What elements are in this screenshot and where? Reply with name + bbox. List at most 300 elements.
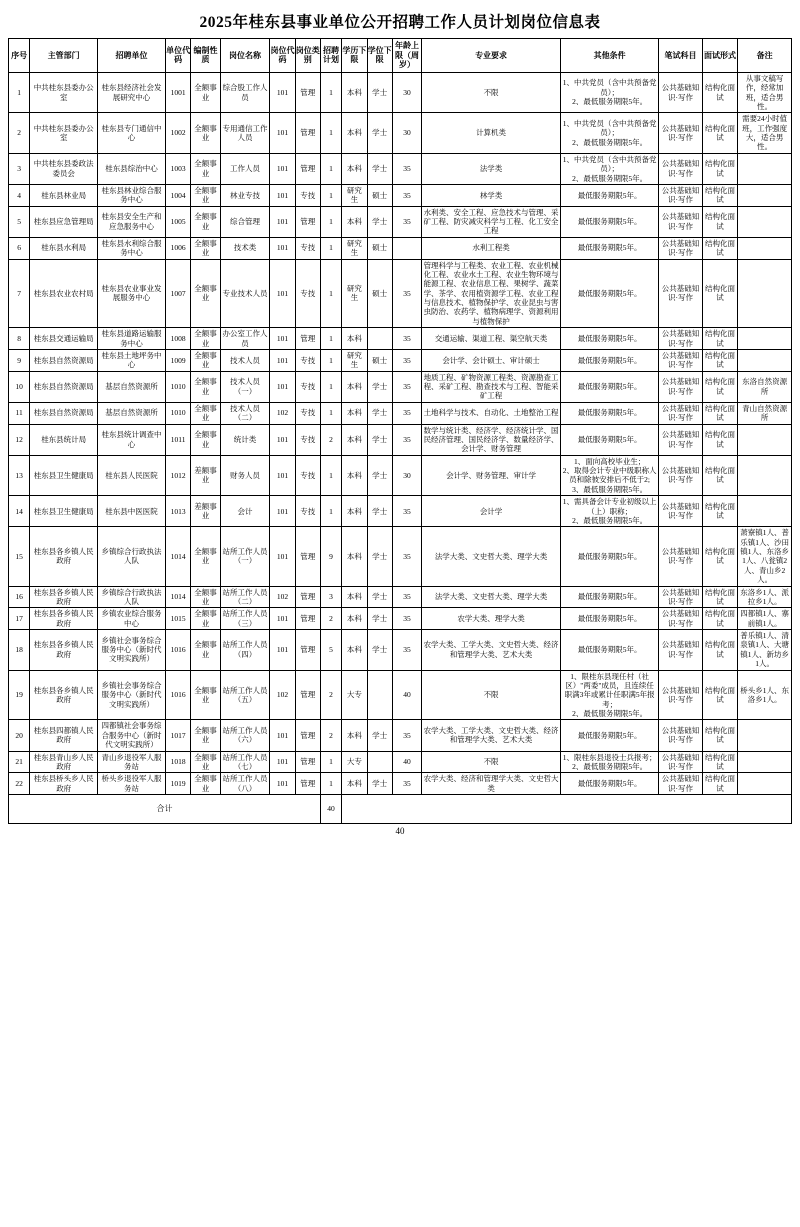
cell-post-code: 101: [270, 455, 295, 496]
cell-edu: 本科: [342, 328, 367, 350]
cell-degree: 学士: [367, 608, 392, 630]
cell-post-name: 站所工作人员（六）: [220, 720, 270, 751]
cell-remark: [738, 349, 792, 371]
cell-remark: 桥头乡1人、东洛乡1人。: [738, 670, 792, 720]
cell-bianzhi: 全额事业: [191, 371, 220, 402]
cell-degree: 学士: [367, 586, 392, 608]
cell-post-code: 101: [270, 630, 295, 671]
cell-remark: 东洛乡1人、派拉乡1人。: [738, 586, 792, 608]
cell-unit: 桂东县综治中心: [98, 153, 166, 184]
cell-bianzhi: 全额事业: [191, 773, 220, 795]
table-row: [9, 608, 792, 630]
cell-edu: 本科: [342, 630, 367, 671]
cell-exam: 公共基础知识·写作: [659, 773, 703, 795]
cell-exam: 公共基础知识·写作: [659, 608, 703, 630]
cell-unit-code: 1006: [165, 237, 190, 259]
total-plan: 40: [320, 795, 341, 824]
cell-post-name: 站所工作人员（二）: [220, 586, 270, 608]
cell-other: 1、需具备会计专业初级以上（上）职称； 2、最低服务期限5年。: [560, 496, 658, 527]
cell-post-name: 工作人员: [220, 153, 270, 184]
table-row: [9, 402, 792, 424]
cell-post-type: 管理: [295, 72, 320, 113]
cell-other: 最低服务期限5年。: [560, 349, 658, 371]
cell-dept: 桂东县卫生健康局: [30, 455, 98, 496]
cell-degree: 硕士: [367, 237, 392, 259]
cell-dept: 桂东县农业农村局: [30, 259, 98, 328]
cell-edu: 本科: [342, 496, 367, 527]
cell-seq: 6: [9, 237, 30, 259]
cell-interview: 结构化面试: [702, 371, 737, 402]
cell-unit: 桂东县人民医院: [98, 455, 166, 496]
cell-post-name: 站所工作人员（三）: [220, 608, 270, 630]
cell-other: 1、中共党员（含中共预备党员）； 2、最低服务期限5年。: [560, 113, 658, 154]
cell-seq: 12: [9, 424, 30, 455]
cell-post-code: 101: [270, 773, 295, 795]
cell-post-type: 管理: [295, 527, 320, 586]
cell-post-type: 专技: [295, 184, 320, 206]
cell-seq: 13: [9, 455, 30, 496]
cell-post-name: 财务人员: [220, 455, 270, 496]
cell-post-type: 管理: [295, 206, 320, 237]
cell-unit: 桂东县专门通信中心: [98, 113, 166, 154]
cell-age: 40: [392, 670, 421, 720]
cell-seq: 8: [9, 328, 30, 350]
cell-post-name: 站所工作人员（七）: [220, 751, 270, 773]
cell-edu: 大专: [342, 670, 367, 720]
cell-post-type: 管理: [295, 328, 320, 350]
header-bianzhi: 编制性质: [191, 39, 220, 73]
cell-post-type: 专技: [295, 424, 320, 455]
cell-exam: 公共基础知识·写作: [659, 259, 703, 328]
cell-major: 会计学、会计硕士、审计硕士: [422, 349, 561, 371]
cell-age: 35: [392, 608, 421, 630]
cell-degree: [367, 328, 392, 350]
cell-remark: [738, 206, 792, 237]
cell-exam: 公共基础知识·写作: [659, 206, 703, 237]
cell-unit: 桂东县农业事业发展服务中心: [98, 259, 166, 328]
cell-remark: 从事文稿写作，经常加班，适合男性。: [738, 72, 792, 113]
cell-dept: 桂东县自然资源局: [30, 371, 98, 402]
cell-major: 计算机类: [422, 113, 561, 154]
cell-other: 最低服务期限5年。: [560, 328, 658, 350]
cell-post-type: 管理: [295, 586, 320, 608]
cell-seq: 21: [9, 751, 30, 773]
cell-age: 35: [392, 496, 421, 527]
cell-age: 35: [392, 424, 421, 455]
cell-post-code: 101: [270, 113, 295, 154]
cell-dept: 桂东县卫生健康局: [30, 496, 98, 527]
cell-unit-code: 1003: [165, 153, 190, 184]
cell-post-code: 102: [270, 402, 295, 424]
cell-unit: 乡镇农业综合服务中心: [98, 608, 166, 630]
cell-degree: 学士: [367, 371, 392, 402]
table-row: [9, 113, 792, 154]
header-unit-code: 单位代码: [165, 39, 190, 73]
cell-dept: 桂东县桥头乡人民政府: [30, 773, 98, 795]
cell-post-name: 站所工作人员（一）: [220, 527, 270, 586]
cell-interview: 结构化面试: [702, 153, 737, 184]
cell-post-name: 统计类: [220, 424, 270, 455]
cell-bianzhi: 全额事业: [191, 206, 220, 237]
cell-plan: 2: [320, 608, 341, 630]
cell-major: 水利类、安全工程、应急技术与管理、采矿工程、防灾减灾科学与工程、化工安全工程: [423, 207, 559, 236]
cell-plan: 1: [320, 237, 341, 259]
cell-exam: 公共基础知识·写作: [659, 371, 703, 402]
cell-interview: 结构化面试: [702, 630, 737, 671]
cell-unit-code: 1016: [165, 670, 190, 720]
cell-interview: 结构化面试: [702, 720, 737, 751]
cell-exam: 公共基础知识·写作: [659, 527, 703, 586]
cell-unit: 桂东县水利综合服务中心: [98, 237, 166, 259]
cell-major: 法学类: [422, 153, 561, 184]
cell-unit: 乡镇社会事务综合服务中心（新时代文明实践所）: [98, 630, 166, 671]
cell-bianzhi: 差额事业: [191, 455, 220, 496]
cell-bianzhi: 全额事业: [191, 608, 220, 630]
table-body: [9, 72, 792, 794]
cell-edu: 本科: [342, 72, 367, 113]
cell-unit: 桂东县林业综合服务中心: [98, 184, 166, 206]
cell-degree: 学士: [367, 72, 392, 113]
cell-edu: 本科: [342, 371, 367, 402]
cell-degree: 硕士: [367, 349, 392, 371]
header-remark: 备注: [738, 39, 792, 73]
header-exam: 笔试科目: [659, 39, 703, 73]
cell-edu: 研究生: [342, 259, 367, 328]
cell-unit-code: 1012: [165, 455, 190, 496]
cell-post-type: 专技: [295, 371, 320, 402]
cell-age: 35: [392, 371, 421, 402]
cell-exam: 公共基础知识·写作: [659, 237, 703, 259]
cell-post-name: 林业专技: [220, 184, 270, 206]
cell-plan: 2: [320, 720, 341, 751]
page-title: 2025年桂东县事业单位公开招聘工作人员计划岗位信息表: [199, 14, 601, 31]
cell-post-name: 专业技术人员: [220, 259, 270, 328]
cell-seq: 17: [9, 608, 30, 630]
cell-interview: 结构化面试: [702, 527, 737, 586]
cell-post-name: 办公室工作人员: [220, 328, 270, 350]
cell-post-type: 管理: [295, 113, 320, 154]
header-post-code: 岗位代码: [270, 39, 295, 73]
cell-other: 最低服务期限5年。: [560, 586, 658, 608]
cell-edu: 研究生: [342, 237, 367, 259]
cell-dept: 桂东县各乡镇人民政府: [30, 586, 98, 608]
cell-age: 35: [392, 259, 421, 328]
cell-bianzhi: 差额事业: [191, 496, 220, 527]
cell-degree: [367, 670, 392, 720]
cell-remark: [738, 751, 792, 773]
table-row: [9, 371, 792, 402]
cell-interview: 结构化面试: [702, 608, 737, 630]
cell-post-code: 101: [270, 206, 295, 237]
cell-post-code: 101: [270, 527, 295, 586]
cell-plan: 1: [320, 455, 341, 496]
cell-bianzhi: 全额事业: [191, 630, 220, 671]
cell-edu: 研究生: [342, 184, 367, 206]
cell-plan: 1: [320, 72, 341, 113]
cell-remark: [738, 496, 792, 527]
cell-plan: 9: [320, 527, 341, 586]
cell-post-type: 管理: [295, 608, 320, 630]
cell-plan: 1: [320, 371, 341, 402]
cell-exam: 公共基础知识·写作: [659, 113, 703, 154]
cell-edu: 本科: [342, 455, 367, 496]
cell-post-type: 管理: [295, 773, 320, 795]
header-age: 年龄上限（周岁）: [392, 39, 421, 73]
cell-unit-code: 1004: [165, 184, 190, 206]
cell-plan: 1: [320, 259, 341, 328]
cell-dept: 桂东县四都镇人民政府: [30, 720, 98, 751]
cell-post-code: 101: [270, 720, 295, 751]
cell-dept: 桂东县自然资源局: [30, 402, 98, 424]
cell-plan: 1: [320, 153, 341, 184]
cell-bianzhi: 全额事业: [191, 751, 220, 773]
cell-dept: 桂东县各乡镇人民政府: [30, 670, 98, 720]
cell-post-type: 管理: [295, 670, 320, 720]
table-row: [9, 586, 792, 608]
cell-post-code: 101: [270, 237, 295, 259]
cell-age: 35: [392, 184, 421, 206]
cell-post-name: 技术人员: [220, 349, 270, 371]
cell-major: 林学类: [422, 184, 561, 206]
cell-interview: 结构化面试: [702, 72, 737, 113]
cell-degree: [367, 751, 392, 773]
cell-seq: 19: [9, 670, 30, 720]
cell-seq: 1: [9, 72, 30, 113]
cell-interview: 结构化面试: [702, 586, 737, 608]
cell-edu: 本科: [342, 424, 367, 455]
cell-edu: 本科: [342, 720, 367, 751]
cell-interview: 结构化面试: [702, 455, 737, 496]
total-empty: [342, 795, 792, 824]
cell-post-type: 专技: [295, 259, 320, 328]
cell-remark: 东洛自然资源所: [738, 371, 792, 402]
cell-major: 管理科学与工程类、农业工程、农业机械化工程、农业水土工程、农业生物环境与能源工程、农业信息工程、果树学、蔬菜学、茶学、农用植资源学工程、农业工程与信息技术、植物保护学、农业昆虫与害虫防治、农药学、植物病理学、资源利用与植物保护: [423, 260, 559, 326]
cell-other: 最低服务期限5年。: [560, 402, 658, 424]
cell-major: 水利工程类: [422, 237, 561, 259]
cell-unit-code: 1014: [165, 527, 190, 586]
cell-other: 最低服务期限5年。: [560, 527, 658, 586]
table-row: [9, 184, 792, 206]
cell-unit: 桥头乡退役军人服务站: [98, 773, 166, 795]
cell-post-type: 专技: [295, 402, 320, 424]
cell-bianzhi: 全额事业: [191, 328, 220, 350]
cell-plan: 1: [320, 773, 341, 795]
cell-unit: 桂东县安全生产和应急服务中心: [98, 206, 166, 237]
table-row: [9, 630, 792, 671]
cell-remark: [738, 184, 792, 206]
header-interview: 面试形式: [702, 39, 737, 73]
cell-interview: 结构化面试: [702, 751, 737, 773]
cell-dept: 桂东县各乡镇人民政府: [30, 630, 98, 671]
total-row: [9, 795, 792, 824]
cell-age: 35: [392, 153, 421, 184]
cell-bianzhi: 全额事业: [191, 349, 220, 371]
cell-interview: 结构化面试: [702, 349, 737, 371]
cell-major: 法学大类、文史哲大类、理学大类: [422, 527, 561, 586]
cell-major: 土地科学与技术、自动化、土地整治工程: [422, 402, 561, 424]
cell-interview: 结构化面试: [702, 184, 737, 206]
cell-plan: 1: [320, 402, 341, 424]
cell-remark: [738, 455, 792, 496]
cell-unit-code: 1018: [165, 751, 190, 773]
cell-post-code: 101: [270, 259, 295, 328]
cell-unit-code: 1010: [165, 371, 190, 402]
cell-degree: 学士: [367, 527, 392, 586]
cell-plan: 1: [320, 496, 341, 527]
cell-post-name: 会计: [220, 496, 270, 527]
cell-exam: 公共基础知识·写作: [659, 586, 703, 608]
cell-post-name: 站所工作人员（四）: [220, 630, 270, 671]
cell-post-name: 技术人员（二）: [220, 402, 270, 424]
cell-post-type: 专技: [295, 237, 320, 259]
cell-exam: 公共基础知识·写作: [659, 328, 703, 350]
cell-other: 1、限桂东县退役士兵报考； 2、最低服务期限5年。: [560, 751, 658, 773]
cell-unit: 桂东县道路运输服务中心: [98, 328, 166, 350]
cell-edu: 本科: [342, 206, 367, 237]
cell-exam: 公共基础知识·写作: [659, 153, 703, 184]
cell-remark: 萧寮镇1人、普乐镇1人、沙田镇1人、东洛乡1人、八瓮镇2人、青山乡2人。: [738, 527, 792, 586]
cell-unit: 桂东县经济社会发展研究中心: [98, 72, 166, 113]
cell-seq: 11: [9, 402, 30, 424]
cell-degree: 学士: [367, 773, 392, 795]
cell-post-code: 101: [270, 751, 295, 773]
cell-edu: 本科: [342, 527, 367, 586]
header-plan: 招聘计划: [320, 39, 341, 73]
table-row: [9, 751, 792, 773]
cell-other: 最低服务期限5年。: [560, 424, 658, 455]
cell-exam: 公共基础知识·写作: [659, 424, 703, 455]
cell-post-code: 101: [270, 371, 295, 402]
cell-unit: 乡镇社会事务综合服务中心（新时代文明实践所）: [98, 670, 166, 720]
table-row: [9, 328, 792, 350]
header-post-type: 岗位类别: [295, 39, 320, 73]
cell-other: 最低服务期限5年。: [560, 630, 658, 671]
cell-age: 30: [392, 113, 421, 154]
table-row: [9, 153, 792, 184]
cell-exam: 公共基础知识·写作: [659, 720, 703, 751]
cell-post-name: 综合管理: [220, 206, 270, 237]
cell-bianzhi: 全额事业: [191, 237, 220, 259]
cell-post-code: 101: [270, 424, 295, 455]
cell-edu: 研究生: [342, 349, 367, 371]
cell-bianzhi: 全额事业: [191, 259, 220, 328]
cell-post-type: 专技: [295, 349, 320, 371]
cell-major: 不限: [422, 72, 561, 113]
cell-dept: 中共桂东县委办公室: [30, 72, 98, 113]
cell-unit-code: 1005: [165, 206, 190, 237]
cell-post-name: 站所工作人员（八）: [220, 773, 270, 795]
cell-bianzhi: 全额事业: [191, 402, 220, 424]
cell-degree: 硕士: [367, 184, 392, 206]
cell-interview: 结构化面试: [702, 670, 737, 720]
header-unit: 招聘单位: [98, 39, 166, 73]
cell-unit: 桂东县土地坪务中心: [98, 349, 166, 371]
total-label: 合计: [9, 795, 321, 824]
header-major: 专业要求: [422, 39, 561, 73]
cell-post-type: 专技: [295, 496, 320, 527]
cell-dept: 桂东县各乡镇人民政府: [30, 608, 98, 630]
cell-unit-code: 1014: [165, 586, 190, 608]
cell-age: 30: [392, 72, 421, 113]
cell-age: [392, 237, 421, 259]
cell-post-name: 技术人员（一）: [220, 371, 270, 402]
cell-seq: 4: [9, 184, 30, 206]
header-row: [9, 39, 792, 73]
cell-dept: 桂东县交通运输局: [30, 328, 98, 350]
cell-post-code: 101: [270, 153, 295, 184]
cell-degree: 学士: [367, 720, 392, 751]
table-row: [9, 670, 792, 720]
table-header: [9, 39, 792, 73]
cell-age: 35: [392, 527, 421, 586]
cell-bianzhi: 全额事业: [191, 424, 220, 455]
cell-unit-code: 1009: [165, 349, 190, 371]
cell-exam: 公共基础知识·写作: [659, 184, 703, 206]
cell-bianzhi: 全额事业: [191, 586, 220, 608]
cell-plan: 1: [320, 206, 341, 237]
cell-dept: 桂东县水利局: [30, 237, 98, 259]
cell-age: 35: [392, 402, 421, 424]
cell-interview: 结构化面试: [702, 424, 737, 455]
cell-plan: 2: [320, 670, 341, 720]
cell-interview: 结构化面试: [702, 402, 737, 424]
cell-unit-code: 1002: [165, 113, 190, 154]
cell-exam: 公共基础知识·写作: [659, 670, 703, 720]
cell-major: 农学大类、理学大类: [422, 608, 561, 630]
header-post-name: 岗位名称: [220, 39, 270, 73]
cell-remark: 四都镇1人、寨前镇1人。: [738, 608, 792, 630]
cell-interview: 结构化面试: [702, 206, 737, 237]
header-other: 其他条件: [560, 39, 658, 73]
cell-remark: 普乐镇1人、清泉镇1人、大塘镇1人、新坊乡1人。: [738, 630, 792, 671]
cell-seq: 15: [9, 527, 30, 586]
cell-other: 最低服务期限5年。: [560, 206, 658, 237]
header-dept: 主管部门: [30, 39, 98, 73]
cell-post-code: 101: [270, 608, 295, 630]
cell-exam: 公共基础知识·写作: [659, 455, 703, 496]
cell-plan: 1: [320, 113, 341, 154]
cell-interview: 结构化面试: [702, 113, 737, 154]
cell-post-type: 管理: [295, 751, 320, 773]
cell-seq: 10: [9, 371, 30, 402]
cell-interview: 结构化面试: [702, 496, 737, 527]
cell-remark: [738, 773, 792, 795]
cell-post-name: 专用通信工作人员: [220, 113, 270, 154]
cell-dept: 桂东县应急管理局: [30, 206, 98, 237]
cell-edu: 本科: [342, 586, 367, 608]
cell-interview: 结构化面试: [702, 773, 737, 795]
cell-major: 农学大类、工学大类、文史哲大类、经济和管理学大类、艺术大类: [422, 630, 561, 671]
cell-edu: 本科: [342, 773, 367, 795]
cell-dept: 桂东县自然资源局: [30, 349, 98, 371]
cell-other: 最低服务期限5年。: [560, 237, 658, 259]
cell-seq: 2: [9, 113, 30, 154]
cell-edu: 大专: [342, 751, 367, 773]
cell-dept: 桂东县林业局: [30, 184, 98, 206]
cell-exam: 公共基础知识·写作: [659, 496, 703, 527]
cell-post-name: 综合股工作人员: [220, 72, 270, 113]
cell-major: 法学大类、文史哲大类、理学大类: [422, 586, 561, 608]
header-seq: 序号: [9, 39, 30, 73]
cell-post-name: 技术类: [220, 237, 270, 259]
table-row: [9, 720, 792, 751]
cell-unit-code: 1017: [165, 720, 190, 751]
cell-age: 35: [392, 586, 421, 608]
cell-seq: 9: [9, 349, 30, 371]
cell-remark: [738, 720, 792, 751]
cell-degree: 学士: [367, 206, 392, 237]
cell-major: 农学大类、经济和管理学大类、文史哲大类: [423, 774, 559, 793]
